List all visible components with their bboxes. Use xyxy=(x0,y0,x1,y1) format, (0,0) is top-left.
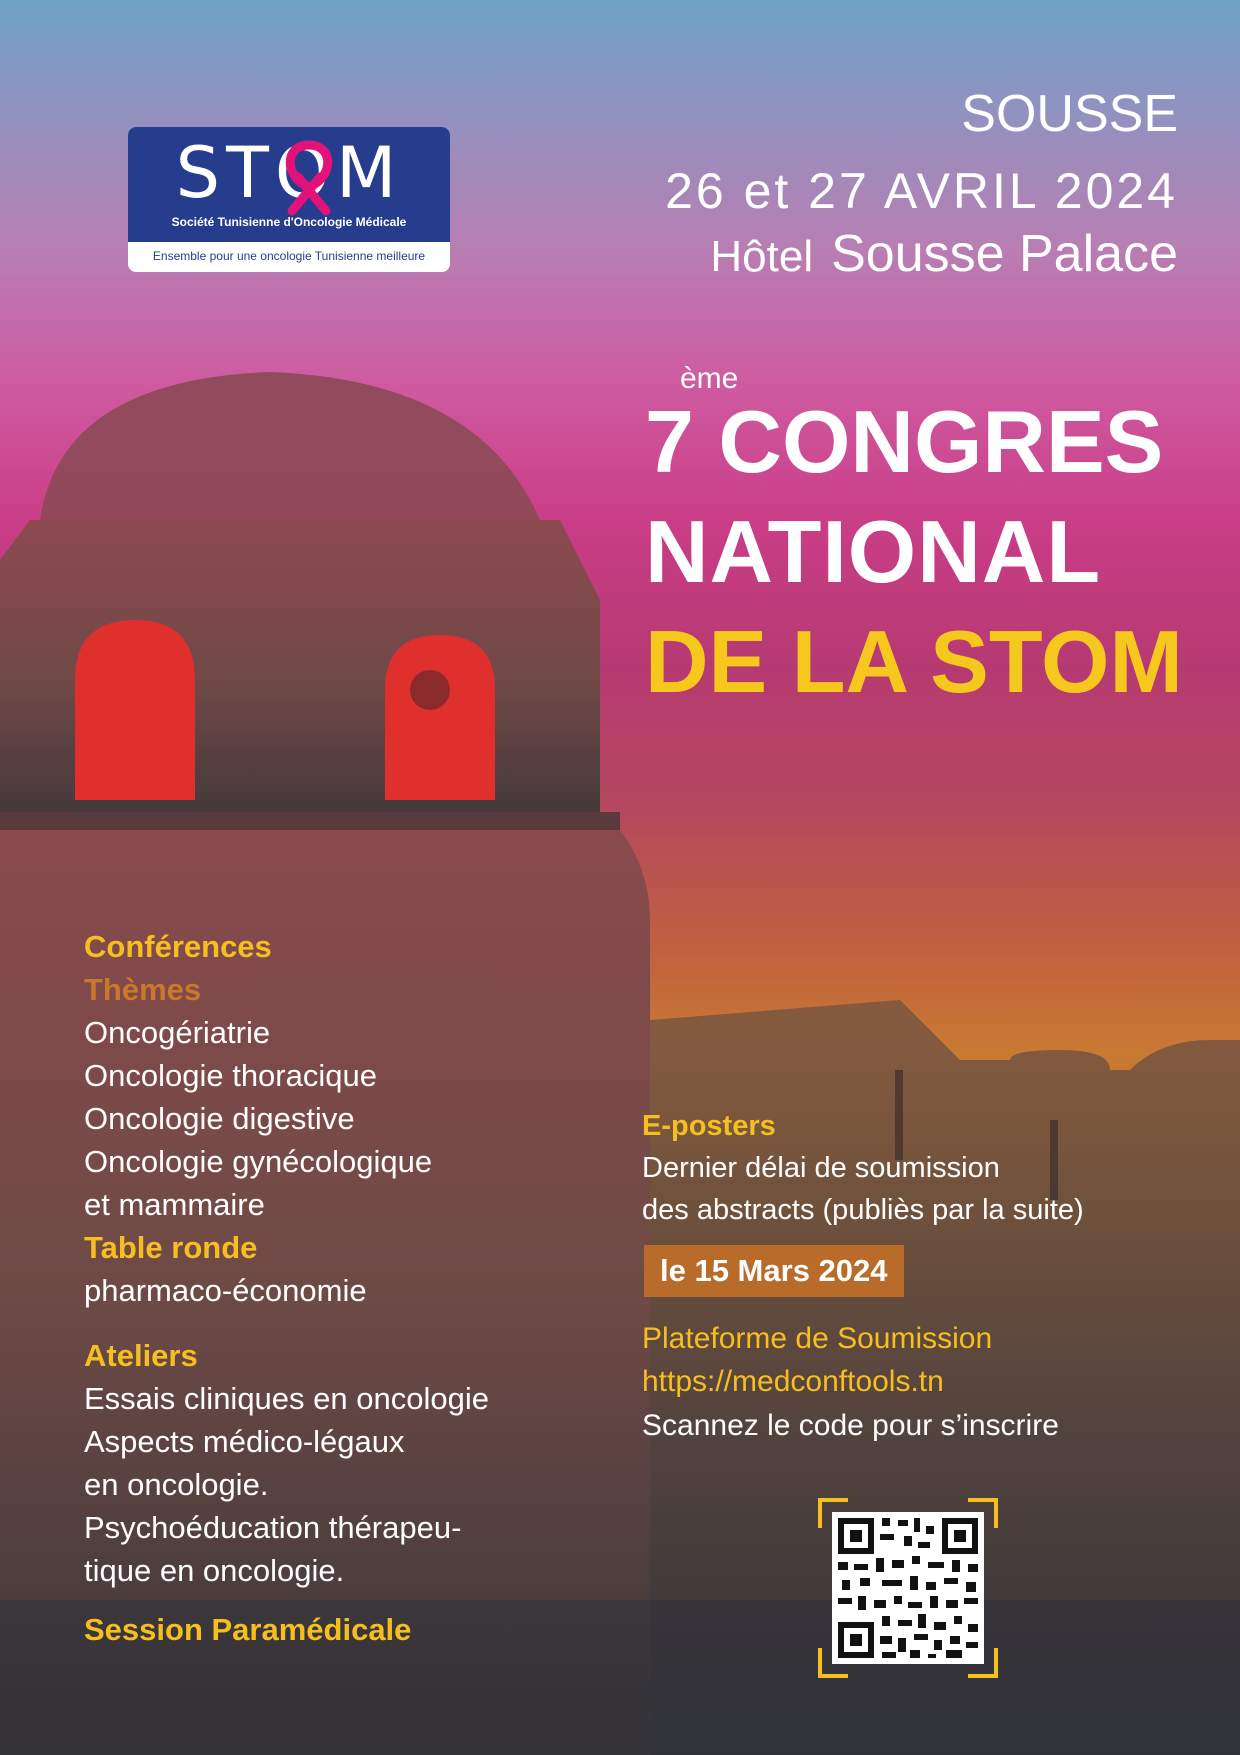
event-dates: 26 et 27 AVRIL 2024 xyxy=(665,163,1178,219)
theme-item: Oncogériatrie xyxy=(84,1015,271,1050)
venue-label: Hôtel xyxy=(710,232,814,281)
atelier-item: Essais cliniques en oncologie xyxy=(84,1381,489,1416)
session-paramedicale-label: Session Paramédicale xyxy=(84,1612,412,1647)
stom-logo xyxy=(128,127,450,272)
logo-tagline: Ensemble pour une oncologie Tunisienne meilleure xyxy=(152,249,426,263)
conferences-label: Conférences xyxy=(84,929,272,964)
title-superscript: ème xyxy=(680,362,739,395)
title-line-2: NATIONAL xyxy=(645,502,1102,601)
theme-item: Oncologie gynécologique xyxy=(84,1144,433,1179)
platform-url-link[interactable]: https://medconftools.tn xyxy=(642,1365,944,1398)
eposters-text-line-2: des abstracts (publiès par la suite) xyxy=(642,1194,1084,1226)
title-line-1: 7 CONGRES xyxy=(645,392,1164,491)
venue-name: Sousse Palace xyxy=(831,225,1178,283)
city: SOUSSE xyxy=(961,85,1178,143)
atelier-item: tique en oncologie. xyxy=(84,1553,345,1588)
table-ronde-topic: pharmaco-économie xyxy=(84,1273,367,1308)
theme-item: et mammaire xyxy=(84,1187,265,1222)
qr-code-icon[interactable] xyxy=(818,1498,998,1678)
eposters-section xyxy=(642,1105,1084,1448)
platform-label: Plateforme de Soumission xyxy=(642,1322,993,1355)
logo-wordmark: STOM xyxy=(175,132,403,214)
atelier-item: Psychoéducation thérapeu- xyxy=(84,1510,462,1545)
logo-subtitle: Société Tunisienne d'Oncologie Médicale xyxy=(171,215,407,229)
table-ronde-label: Table ronde xyxy=(84,1230,258,1265)
theme-item: Oncologie digestive xyxy=(84,1101,355,1136)
eposters-label: E-posters xyxy=(642,1110,776,1142)
program-section xyxy=(84,925,489,1651)
title-line-3: DE LA STOM xyxy=(645,612,1183,711)
pink-ribbon-icon xyxy=(274,137,344,217)
atelier-item: Aspects médico-légaux xyxy=(84,1424,405,1459)
deadline-badge: le 15 Mars 2024 xyxy=(644,1245,904,1297)
venue xyxy=(710,224,1178,287)
theme-item: Oncologie thoracique xyxy=(84,1058,377,1093)
ateliers-label: Ateliers xyxy=(84,1338,198,1373)
themes-label: Thèmes xyxy=(84,972,202,1007)
scan-instruction: Scannez le code pour s’inscrire xyxy=(642,1409,1059,1442)
atelier-item: en oncologie. xyxy=(84,1467,269,1502)
eposters-text-line-1: Dernier délai de soumission xyxy=(642,1152,1000,1184)
logo-banner xyxy=(128,127,450,242)
